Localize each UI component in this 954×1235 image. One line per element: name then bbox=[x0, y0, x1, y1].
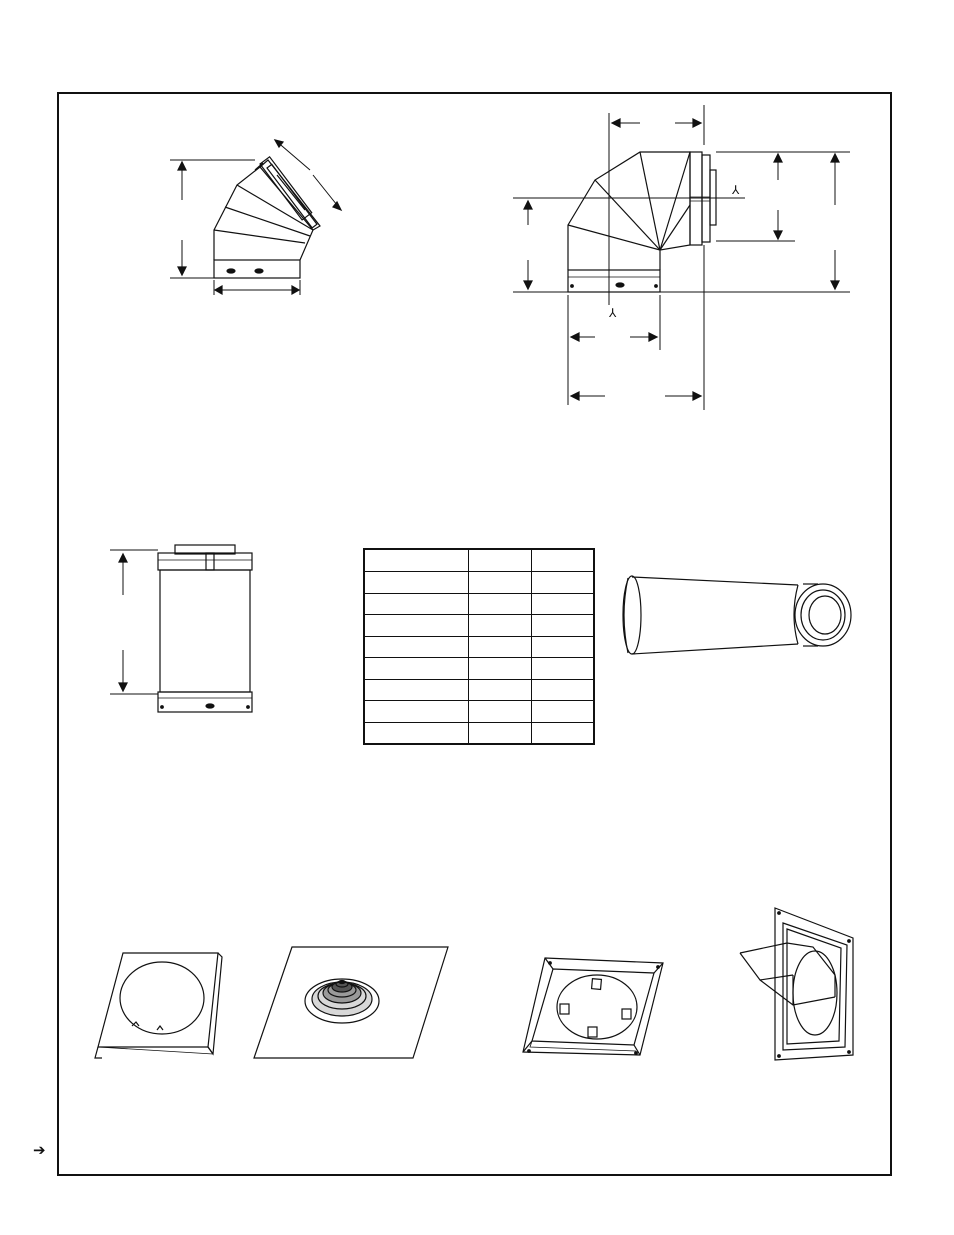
elbow-90-icon bbox=[510, 105, 855, 410]
ceiling-firestop-icon bbox=[520, 955, 670, 1060]
table-cell bbox=[469, 572, 531, 594]
table-cell bbox=[531, 722, 594, 744]
table-cell bbox=[469, 722, 531, 744]
table-row bbox=[364, 679, 594, 701]
table-cell bbox=[364, 615, 469, 637]
table-row bbox=[364, 636, 594, 658]
table-header-cell bbox=[364, 549, 469, 572]
table-cell bbox=[469, 658, 531, 680]
table-cell bbox=[531, 701, 594, 723]
table-cell bbox=[364, 572, 469, 594]
table-row bbox=[364, 572, 594, 594]
table-header-cell bbox=[531, 549, 594, 572]
table-row bbox=[364, 593, 594, 615]
table-cell bbox=[531, 593, 594, 615]
table-cell bbox=[364, 636, 469, 658]
svg-text:⅄: ⅄ bbox=[609, 306, 617, 320]
table-cell bbox=[531, 679, 594, 701]
tapered-pipe-icon bbox=[618, 572, 858, 662]
firestop-shield-icon bbox=[90, 950, 225, 1062]
pipe-length-table bbox=[363, 548, 595, 745]
table-cell bbox=[364, 722, 469, 744]
table-row bbox=[364, 615, 594, 637]
svg-text:⅄: ⅄ bbox=[732, 183, 740, 197]
table-row bbox=[364, 701, 594, 723]
table-cell bbox=[531, 636, 594, 658]
straight-pipe-icon bbox=[110, 540, 270, 720]
table-cell bbox=[469, 636, 531, 658]
table-cell bbox=[364, 679, 469, 701]
table-cell bbox=[469, 593, 531, 615]
table-cell bbox=[531, 658, 594, 680]
table-header-row bbox=[364, 549, 594, 572]
table-cell bbox=[531, 615, 594, 637]
table-cell bbox=[531, 572, 594, 594]
continue-arrow-icon: ➔ bbox=[33, 1141, 46, 1159]
table-cell bbox=[364, 593, 469, 615]
table-cell bbox=[364, 701, 469, 723]
table-row bbox=[364, 658, 594, 680]
elbow-45-icon bbox=[165, 130, 365, 300]
table-cell bbox=[469, 615, 531, 637]
table-row bbox=[364, 722, 594, 744]
roof-flashing-icon bbox=[250, 944, 450, 1062]
wall-thimble-icon bbox=[735, 905, 860, 1065]
table-cell bbox=[364, 658, 469, 680]
table-cell bbox=[469, 701, 531, 723]
table-header-cell bbox=[469, 549, 531, 572]
table-cell bbox=[469, 679, 531, 701]
